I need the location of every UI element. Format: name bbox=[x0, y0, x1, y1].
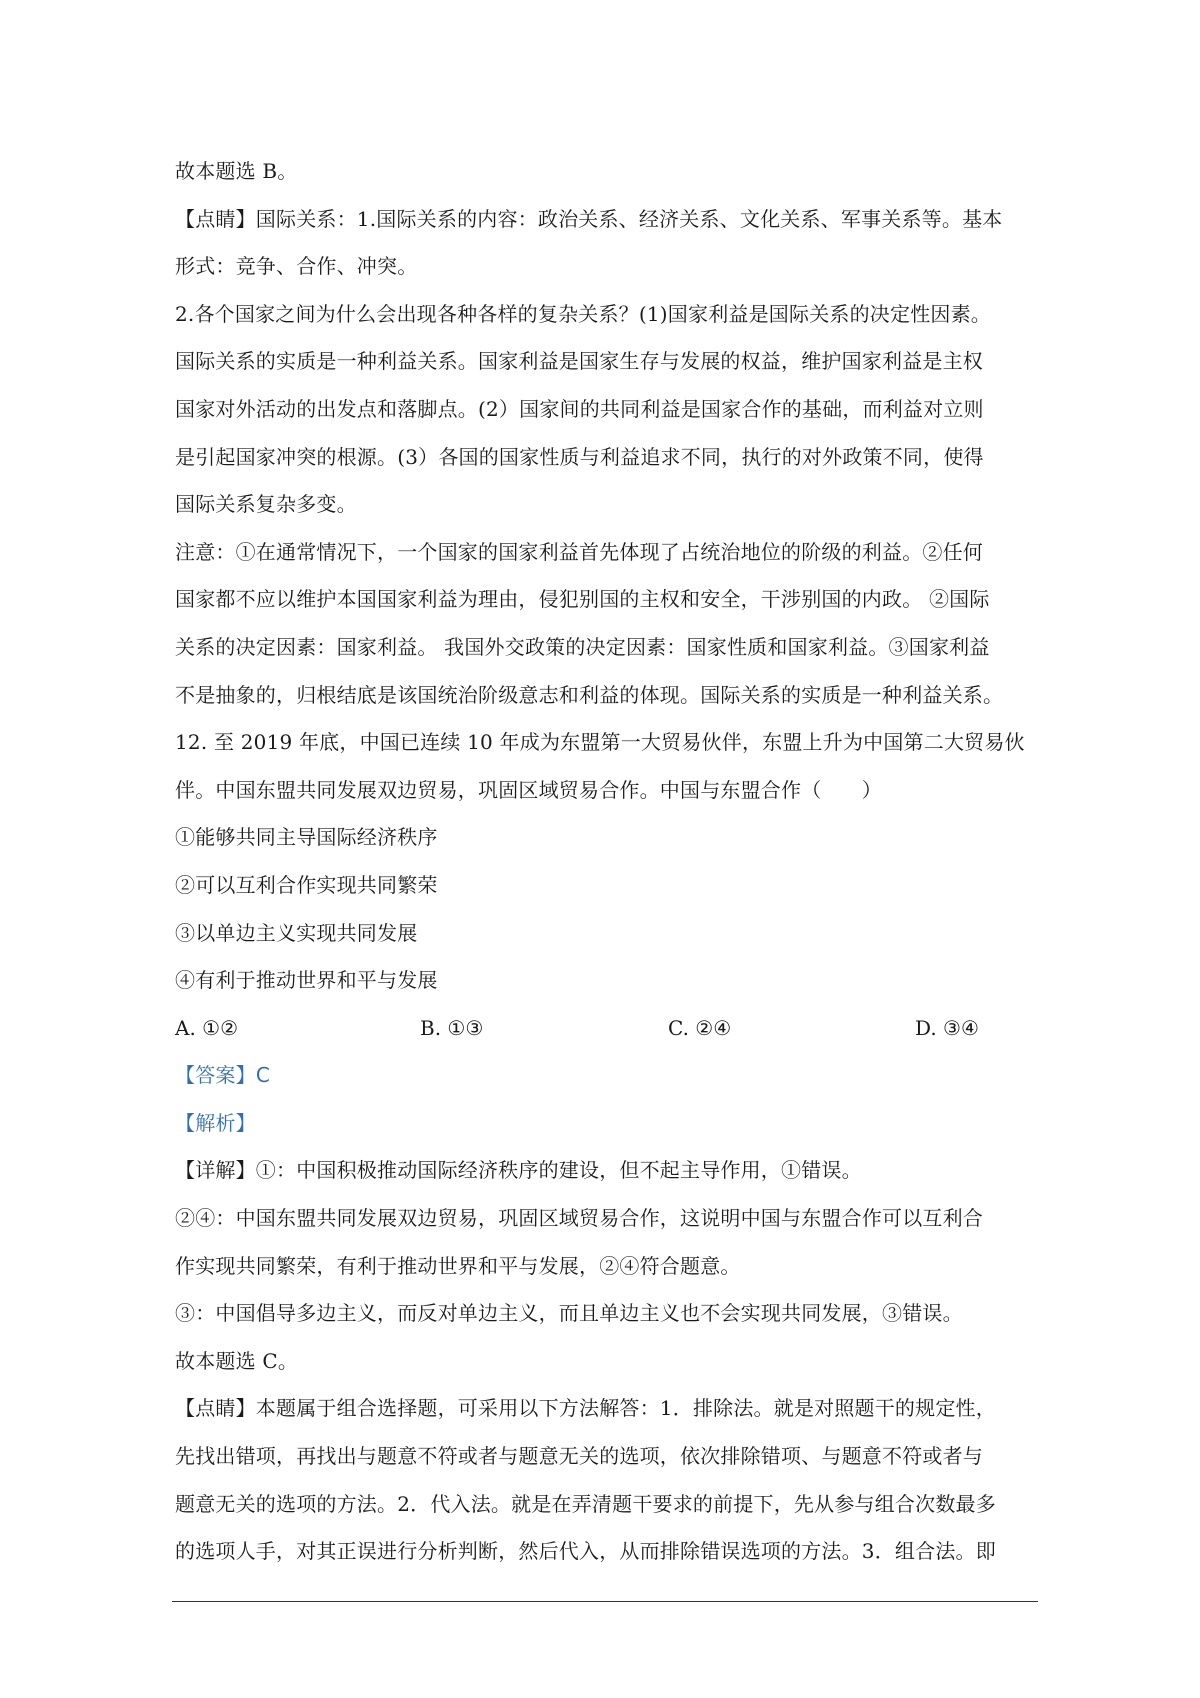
text-line: 故本题选 C。 bbox=[175, 1348, 299, 1373]
text-line: ②④：中国东盟共同发展双边贸易，巩固区域贸易合作，这说明中国与东盟合作可以互利合 bbox=[175, 1206, 983, 1231]
statement-item: ④有利于推动世界和平与发展 bbox=[175, 968, 438, 993]
footer-divider bbox=[172, 1601, 1038, 1602]
statement-item: ①能够共同主导国际经济秩序 bbox=[175, 825, 438, 850]
text-line: 形式：竞争、合作、冲突。 bbox=[175, 254, 418, 279]
text-line: 注意：①在通常情况下，一个国家的国家利益首先体现了占统治地位的阶级的利益。②任何 bbox=[175, 539, 983, 564]
text-line: 国际关系的实质是一种利益关系。国家利益是国家生存与发展的权益，维护国家利益是主权 bbox=[175, 349, 983, 374]
answer-options bbox=[175, 1005, 1041, 1053]
text-line: 是引起国家冲突的根源。(3）各国的国家性质与利益追求不同，执行的对外政策不同，使得 bbox=[175, 444, 984, 469]
statement-item: ②可以互利合作实现共同繁荣 bbox=[175, 872, 438, 897]
text-line: 【详解】①：中国积极推动国际经济秩序的建设，但不起主导作用，①错误。 bbox=[175, 1158, 862, 1183]
text-line: 先找出错项，再找出与题意不符或者与题意无关的选项，依次排除错项、与题意不符或者与 bbox=[175, 1444, 983, 1469]
document-body bbox=[175, 148, 1041, 1576]
text-line: 作实现共同繁荣，有利于推动世界和平与发展，②④符合题意。 bbox=[175, 1253, 741, 1278]
text-line: 题意无关的选项的方法。2．代入法。就是在弄清题干要求的前提下，先从参与组合次数最多 bbox=[175, 1491, 996, 1516]
question-stem: 伴。中国东盟共同发展双边贸易，巩固区域贸易合作。中国与东盟合作（ ） bbox=[175, 777, 882, 802]
text-line: 国际关系复杂多变。 bbox=[175, 492, 357, 517]
analysis-label: 【解析】 bbox=[175, 1110, 256, 1135]
text-line: 2.各个国家之间为什么会出现各种各样的复杂关系？(1)国家利益是国际关系的决定性因素。 bbox=[175, 301, 992, 326]
question-stem: 12. 至 2019 年底，中国已连续 10 年成为东盟第一大贸易伙伴，东盟上升为中国第二大贸易伙 bbox=[175, 730, 1025, 755]
text-line: 国家对外活动的出发点和落脚点。(2）国家间的共同利益是国家合作的基础，而利益对立则 bbox=[175, 396, 984, 421]
text-line: 故本题选 B。 bbox=[175, 159, 298, 183]
answer-line bbox=[175, 1052, 1041, 1100]
text-line: ③：中国倡导多边主义，而反对单边主义，而且单边主义也不会实现共同发展，③错误。 bbox=[175, 1301, 963, 1326]
statement-item: ③以单边主义实现共同发展 bbox=[175, 920, 418, 945]
answer-label: 【答案】 bbox=[175, 1063, 256, 1088]
text-line: 的选项人手，对其正误进行分析判断，然后代入，从而排除错误选项的方法。3．组合法。即 bbox=[175, 1539, 996, 1564]
text-line: 关系的决定因素：国家利益。 我国外交政策的决定因素：国家性质和国家利益。③国家利益 bbox=[175, 634, 990, 659]
option-c: C. ②④ bbox=[668, 1015, 732, 1040]
option-d: D. ③④ bbox=[915, 1015, 979, 1040]
text-line: 国家都不应以维护本国国家利益为理由，侵犯别国的主权和安全，干涉别国的内政。 ②国际 bbox=[175, 587, 990, 612]
analysis-line bbox=[175, 1100, 1041, 1148]
text-line: 【点睛】本题属于组合选择题，可采用以下方法解答：1．排除法。就是对照题干的规定性， bbox=[175, 1396, 996, 1421]
text-line: 【点睛】国际关系：1.国际关系的内容：政治关系、经济关系、文化关系、军事关系等。基本 bbox=[175, 206, 1003, 231]
answer-value: C bbox=[255, 1063, 270, 1088]
option-a: A. ①② bbox=[175, 1015, 239, 1040]
text-line: 不是抽象的，归根结底是该国统治阶级意志和利益的体现。国际关系的实质是一种利益关系。 bbox=[175, 682, 1004, 707]
option-b: B. ①③ bbox=[420, 1015, 484, 1040]
